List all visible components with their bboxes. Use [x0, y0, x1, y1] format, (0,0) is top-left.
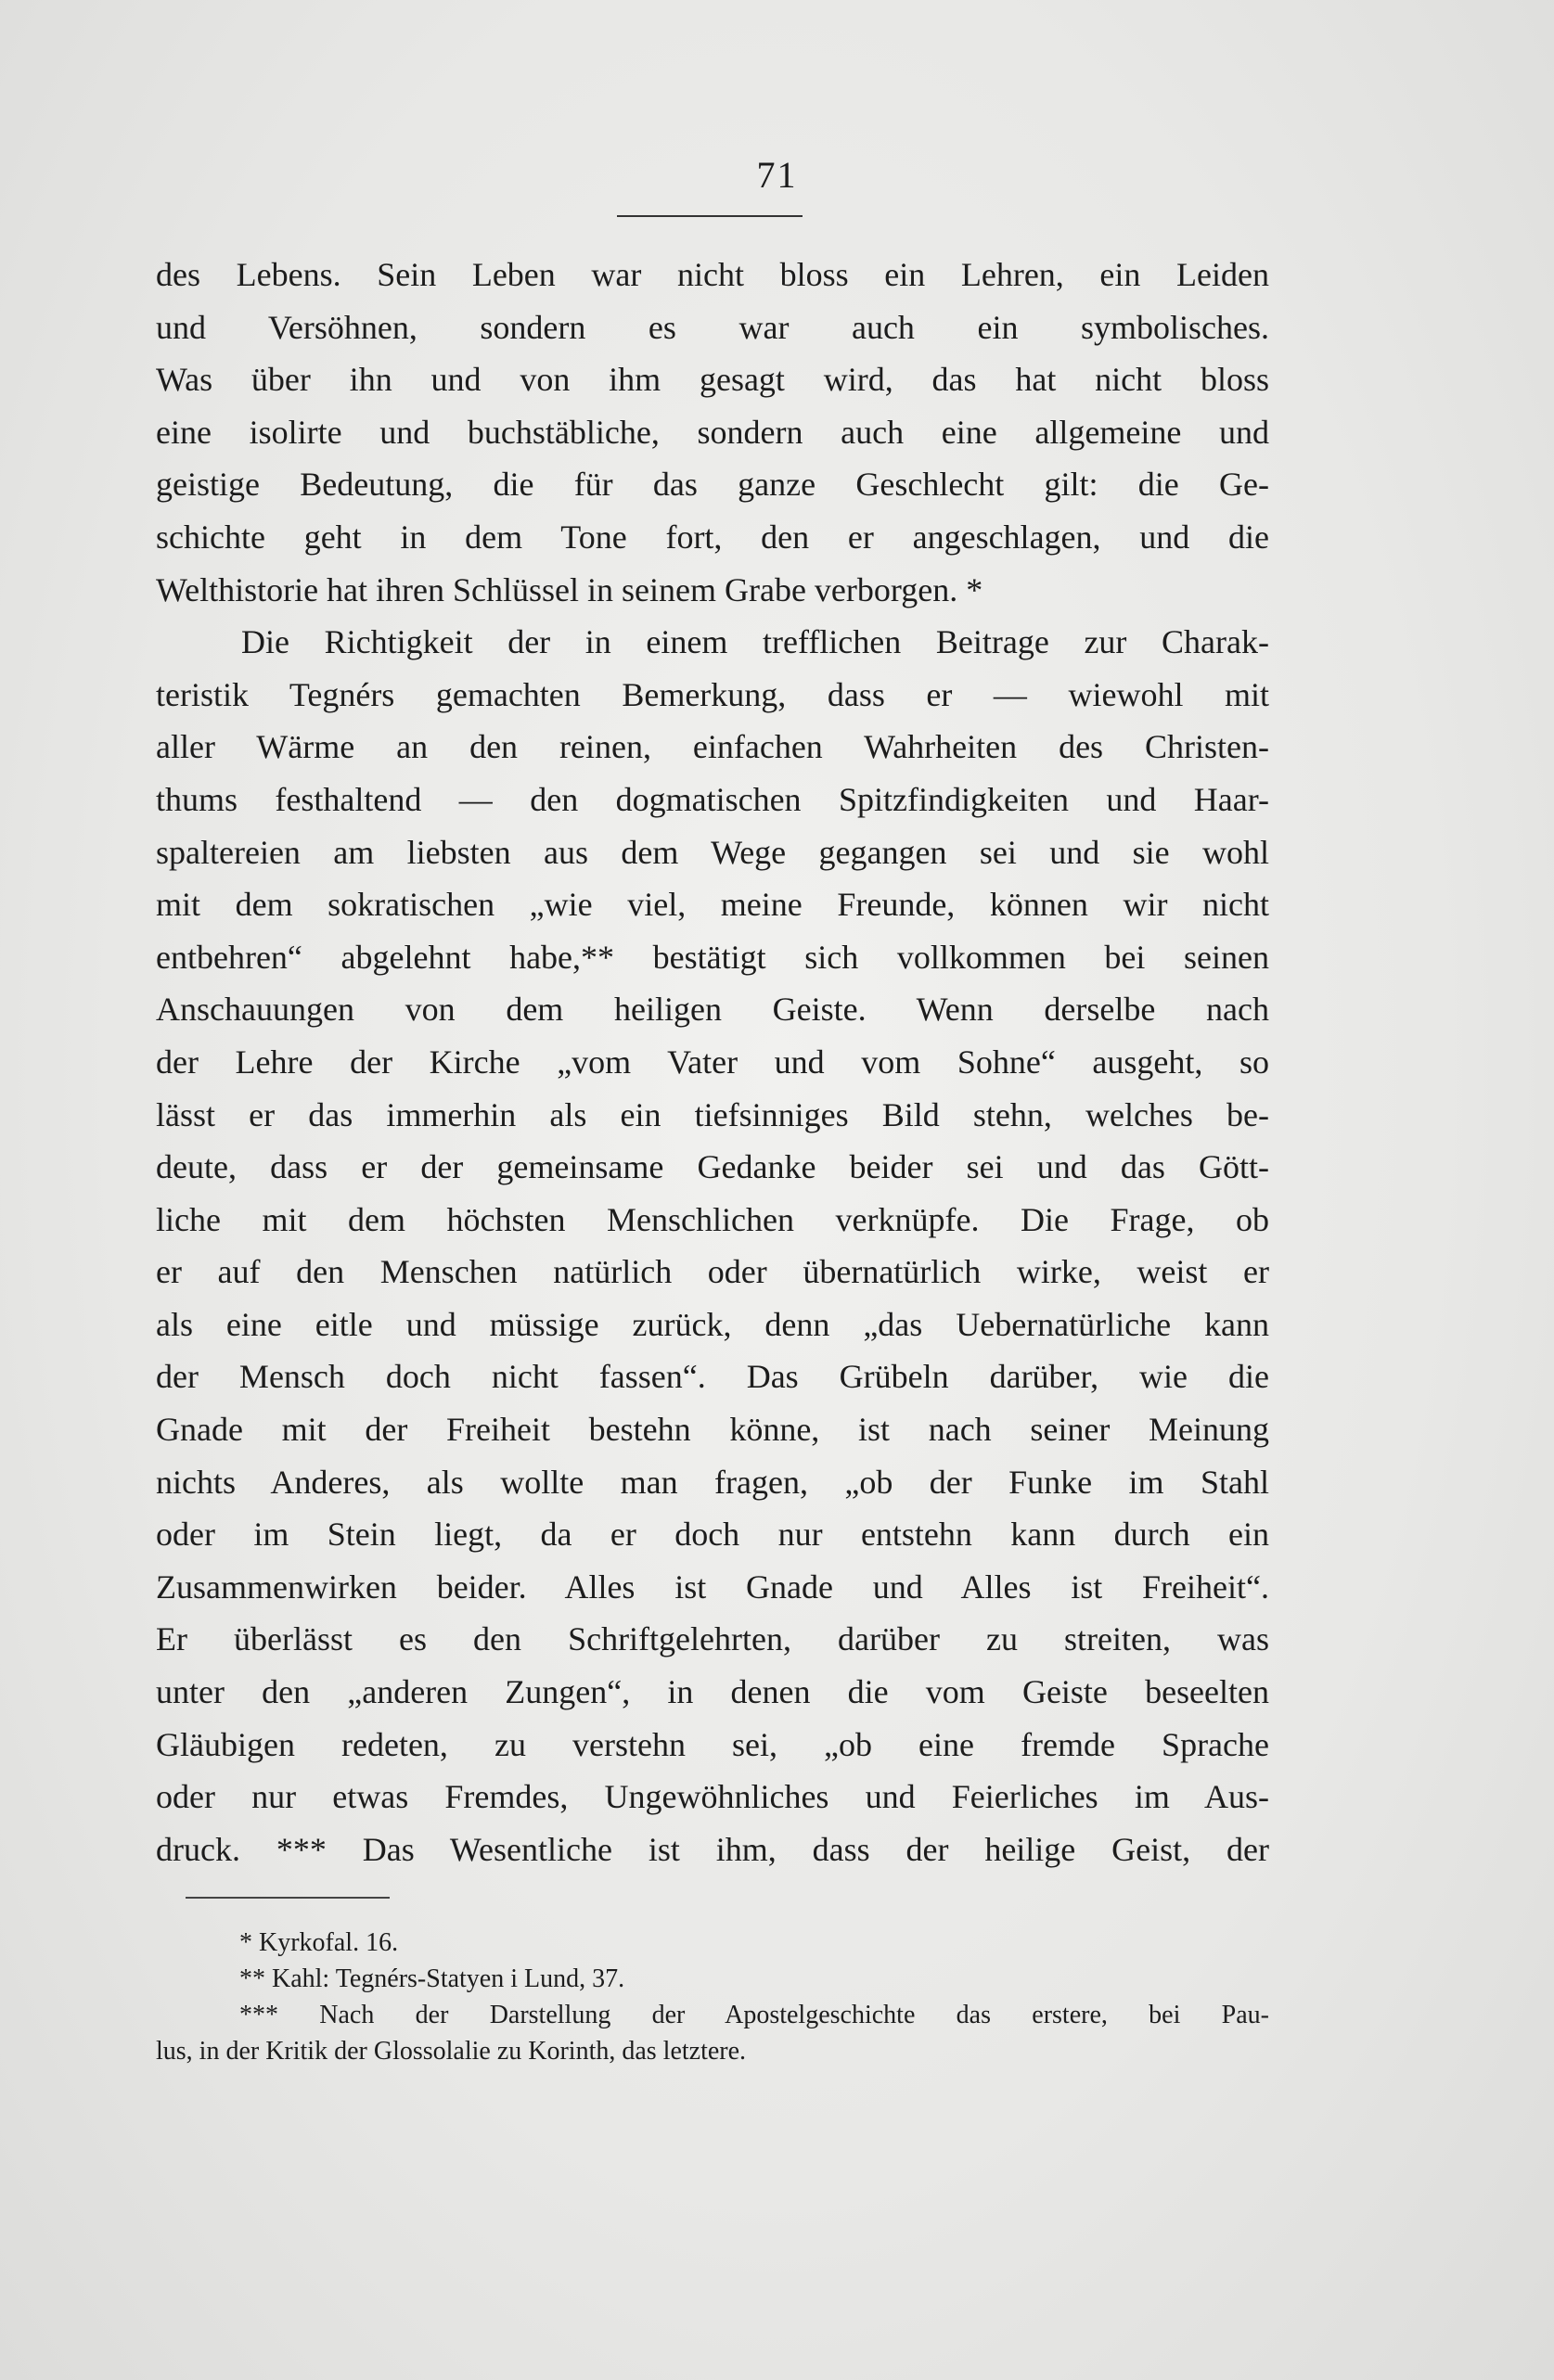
- text-line: deute, dass er der gemeinsame Gedanke beider sei und das Gött-: [156, 1148, 1269, 1186]
- text-line: Die Richtigkeit der in einem trefflichen Beitrage zur Charak-: [241, 623, 1269, 661]
- text-line: als eine eitle und müssige zurück, denn „das Uebernatürliche kann: [156, 1305, 1269, 1343]
- body-text: [156, 249, 1269, 1875]
- footnotes: [156, 1925, 1269, 2069]
- text-line: liche mit dem höchsten Menschlichen verknüpfe. Die Frage, ob: [156, 1200, 1269, 1238]
- footnote-continuation: lus, in der Kritik der Glossolalie zu Korinth, das letztere.: [156, 2037, 747, 2066]
- footnote-item: ** Kahl: Tegnérs-Statyen i Lund, 37.: [239, 1964, 625, 1993]
- footnote-item: * Kyrkofal. 16.: [239, 1928, 399, 1957]
- text-line: Zusammenwirken beider. Alles ist Gnade und Alles ist Freiheit“.: [156, 1567, 1269, 1606]
- text-line: Er überlässt es den Schriftgelehrten, darüber zu streiten, was: [156, 1620, 1269, 1658]
- text-line: aller Wärme an den reinen, einfachen Wahrheiten des Christen-: [156, 728, 1269, 766]
- text-line: oder nur etwas Fremdes, Ungewöhnliches und Feierliches im Aus-: [156, 1778, 1269, 1816]
- text-line: und Versöhnen, sondern es war auch ein symbolisches.: [156, 308, 1269, 346]
- text-line: eine isolirte und buchstäbliche, sondern auch eine allgemeine und: [156, 413, 1269, 451]
- text-line: Anschauungen von dem heiligen Geiste. Wenn derselbe nach: [156, 991, 1269, 1029]
- text-line: unter den „anderen Zungen“, in denen die vom Geiste beseelten: [156, 1673, 1269, 1711]
- footnote-rule: [186, 1897, 390, 1899]
- text-line: er auf den Menschen natürlich oder übernatürlich wirke, weist er: [156, 1253, 1269, 1291]
- text-line: Gläubigen redeten, zu verstehn sei, „ob eine fremde Sprache: [156, 1725, 1269, 1763]
- page-number: 71: [756, 154, 798, 196]
- text-line: lässt er das immerhin als ein tiefsinniges Bild stehn, welches be-: [156, 1095, 1269, 1133]
- text-line: spaltereien am liebsten aus dem Wege gegangen sei und sie wohl: [156, 833, 1269, 871]
- text-line: thums festhaltend — den dogmatischen Spitzfindigkeiten und Haar-: [156, 780, 1269, 818]
- text-line: der Lehre der Kirche „vom Vater und vom Sohne“ ausgeht, so: [156, 1043, 1269, 1081]
- text-line: mit dem sokratischen „wie viel, meine Freunde, können wir nicht: [156, 886, 1269, 924]
- text-line: oder im Stein liegt, da er doch nur entstehn kann durch ein: [156, 1516, 1269, 1554]
- text-line: geistige Bedeutung, die für das ganze Geschlecht gilt: die Ge-: [156, 466, 1269, 504]
- text-line: der Mensch doch nicht fassen“. Das Grübeln darüber, wie die: [156, 1358, 1269, 1396]
- text-line: entbehren“ abgelehnt habe,** bestätigt sich vollkommen bei seinen: [156, 938, 1269, 976]
- footnote-item: *** Nach der Darstellung der Apostelgeschichte das erstere, bei Pau-: [239, 2001, 1269, 2029]
- text-line: Was über ihn und von ihm gesagt wird, das hat nicht bloss: [156, 361, 1269, 399]
- header-rule: [617, 215, 803, 217]
- text-line: teristik Tegnérs gemachten Bemerkung, dass er — wiewohl mit: [156, 675, 1269, 713]
- text-line: Welthistorie hat ihren Schlüssel in seinem Grabe verborgen. *: [156, 570, 983, 608]
- text-line: druck. *** Das Wesentliche ist ihm, dass der heilige Geist, der: [156, 1830, 1269, 1868]
- text-line: nichts Anderes, als wollte man fragen, „ob der Funke im Stahl: [156, 1463, 1269, 1501]
- text-line: des Lebens. Sein Leben war nicht bloss ein Lehren, ein Leiden: [156, 256, 1269, 293]
- text-line: schichte geht in dem Tone fort, den er angeschlagen, und die: [156, 518, 1269, 556]
- text-line: Gnade mit der Freiheit bestehn könne, ist nach seiner Meinung: [156, 1411, 1269, 1449]
